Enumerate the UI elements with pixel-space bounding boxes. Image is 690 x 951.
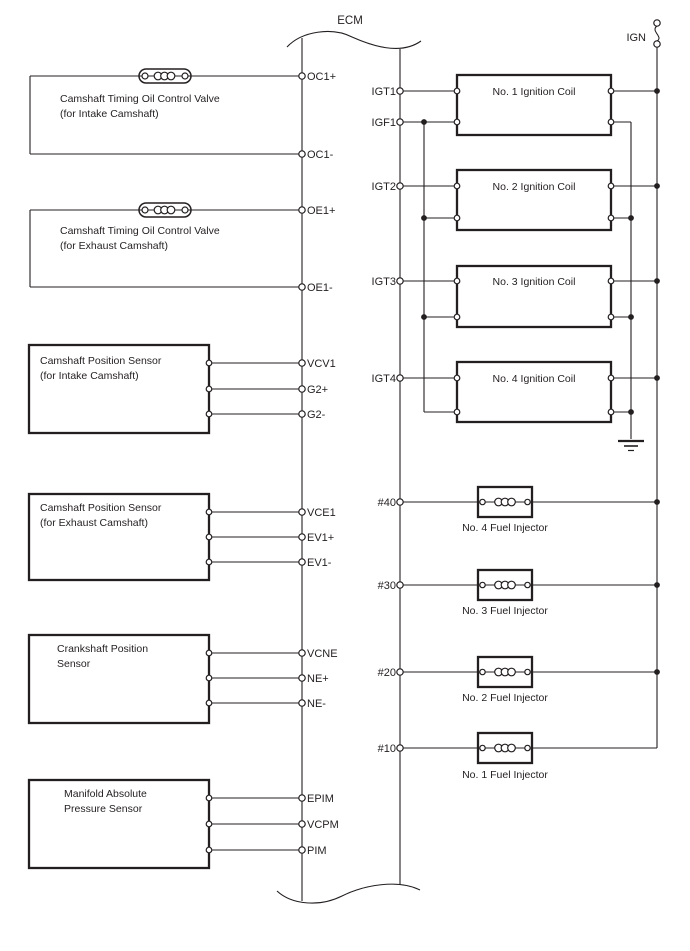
pin-label-vcpm: VCPM <box>307 819 339 831</box>
ignition-coil-3-label: No. 3 Ignition Coil <box>492 276 576 288</box>
pin-label-g2-minus: G2- <box>307 409 326 421</box>
pin-label-igf1: IGF1 <box>371 117 396 129</box>
pin-label-oc1-plus: OC1+ <box>307 71 337 83</box>
oil-control-valve-exhaust <box>30 203 299 287</box>
pin-label-30: #30 <box>377 580 396 592</box>
crank-label-1: Crankshaft Position <box>57 643 149 655</box>
pin-label-ne-minus: NE- <box>307 698 326 710</box>
pin-label-ev1-minus: EV1- <box>307 557 332 569</box>
ignition-coil-2-label: No. 2 Ignition Coil <box>492 181 576 193</box>
pin-label-vcv1: VCV1 <box>307 358 336 370</box>
valve-intake-label-2: (for Intake Camshaft) <box>60 108 159 120</box>
pin-label-pim: PIM <box>307 845 327 857</box>
ignition-coil-1-box <box>457 75 611 135</box>
fuel-injector-1-label: No. 1 Fuel Injector <box>462 769 548 781</box>
ignition-coil-1-label: No. 1 Ignition Coil <box>492 86 576 98</box>
ecm-bottom-wave <box>277 884 420 903</box>
map-sensor <box>29 780 299 868</box>
solenoid-coil-icon <box>139 69 191 83</box>
pin-label-oe1-plus: OE1+ <box>307 205 336 217</box>
cam-position-sensor-exhaust <box>29 494 299 580</box>
cam-exhaust-label-1: Camshaft Position Sensor <box>40 502 162 514</box>
solenoid-coil-icon <box>139 203 191 217</box>
pin-label-vcne: VCNE <box>307 648 338 660</box>
ignition-coil-4-label: No. 4 Ignition Coil <box>492 373 576 385</box>
pin-label-vce1: VCE1 <box>307 507 336 519</box>
pin-label-igt3: IGT3 <box>371 276 396 288</box>
ecm-bus <box>277 15 421 903</box>
fuel-injector-3-label: No. 3 Fuel Injector <box>462 605 548 617</box>
pin-label-g2-plus: G2+ <box>307 384 329 396</box>
fuel-injector-circuit <box>400 487 657 781</box>
ign-label: IGN <box>626 32 646 44</box>
pin-label-epim: EPIM <box>307 793 334 805</box>
crank-position-sensor <box>29 635 299 723</box>
ecm-left-pins <box>299 71 339 857</box>
crank-label-2: Sensor <box>57 658 91 670</box>
valve-exhaust-label-2: (for Exhaust Camshaft) <box>60 240 168 252</box>
cam-exhaust-label-2: (for Exhaust Camshaft) <box>40 517 148 529</box>
coil-terminals <box>454 88 614 415</box>
map-label-1: Manifold Absolute <box>64 788 147 800</box>
ignition-coil-circuit <box>400 75 657 451</box>
ignition-coil-2-box <box>457 170 611 230</box>
ecm-top-wave <box>287 32 421 49</box>
pin-label-oc1-minus: OC1- <box>307 149 334 161</box>
cam-position-sensor-intake <box>29 345 299 433</box>
ignition-fuse-icon <box>654 20 660 47</box>
pin-label-40: #40 <box>377 497 396 509</box>
pin-label-oe1-minus: OE1- <box>307 282 333 294</box>
ecm-right-pins <box>372 86 404 755</box>
ground-icon <box>618 441 644 451</box>
fuel-injector-4-label: No. 4 Fuel Injector <box>462 522 548 534</box>
pin-label-20: #20 <box>377 667 396 679</box>
valve-exhaust-label-1: Camshaft Timing Oil Control Valve <box>60 225 220 237</box>
oil-control-valve-intake <box>30 69 299 154</box>
pin-label-igt4: IGT4 <box>371 373 396 385</box>
fuel-injector-2-label: No. 2 Fuel Injector <box>462 692 548 704</box>
valve-intake-label-1: Camshaft Timing Oil Control Valve <box>60 93 220 105</box>
cam-intake-label-1: Camshaft Position Sensor <box>40 355 162 367</box>
pin-label-ne-plus: NE+ <box>307 673 329 685</box>
map-label-2: Pressure Sensor <box>64 803 143 815</box>
pin-label-igt1: IGT1 <box>371 86 396 98</box>
pin-label-ev1-plus: EV1+ <box>307 532 335 544</box>
cam-intake-label-2: (for Intake Camshaft) <box>40 370 139 382</box>
pin-label-10: #10 <box>377 743 396 755</box>
ignition-coil-4-box <box>457 362 611 422</box>
ecm-title: ECM <box>337 15 363 27</box>
pin-label-igt2: IGT2 <box>371 181 396 193</box>
